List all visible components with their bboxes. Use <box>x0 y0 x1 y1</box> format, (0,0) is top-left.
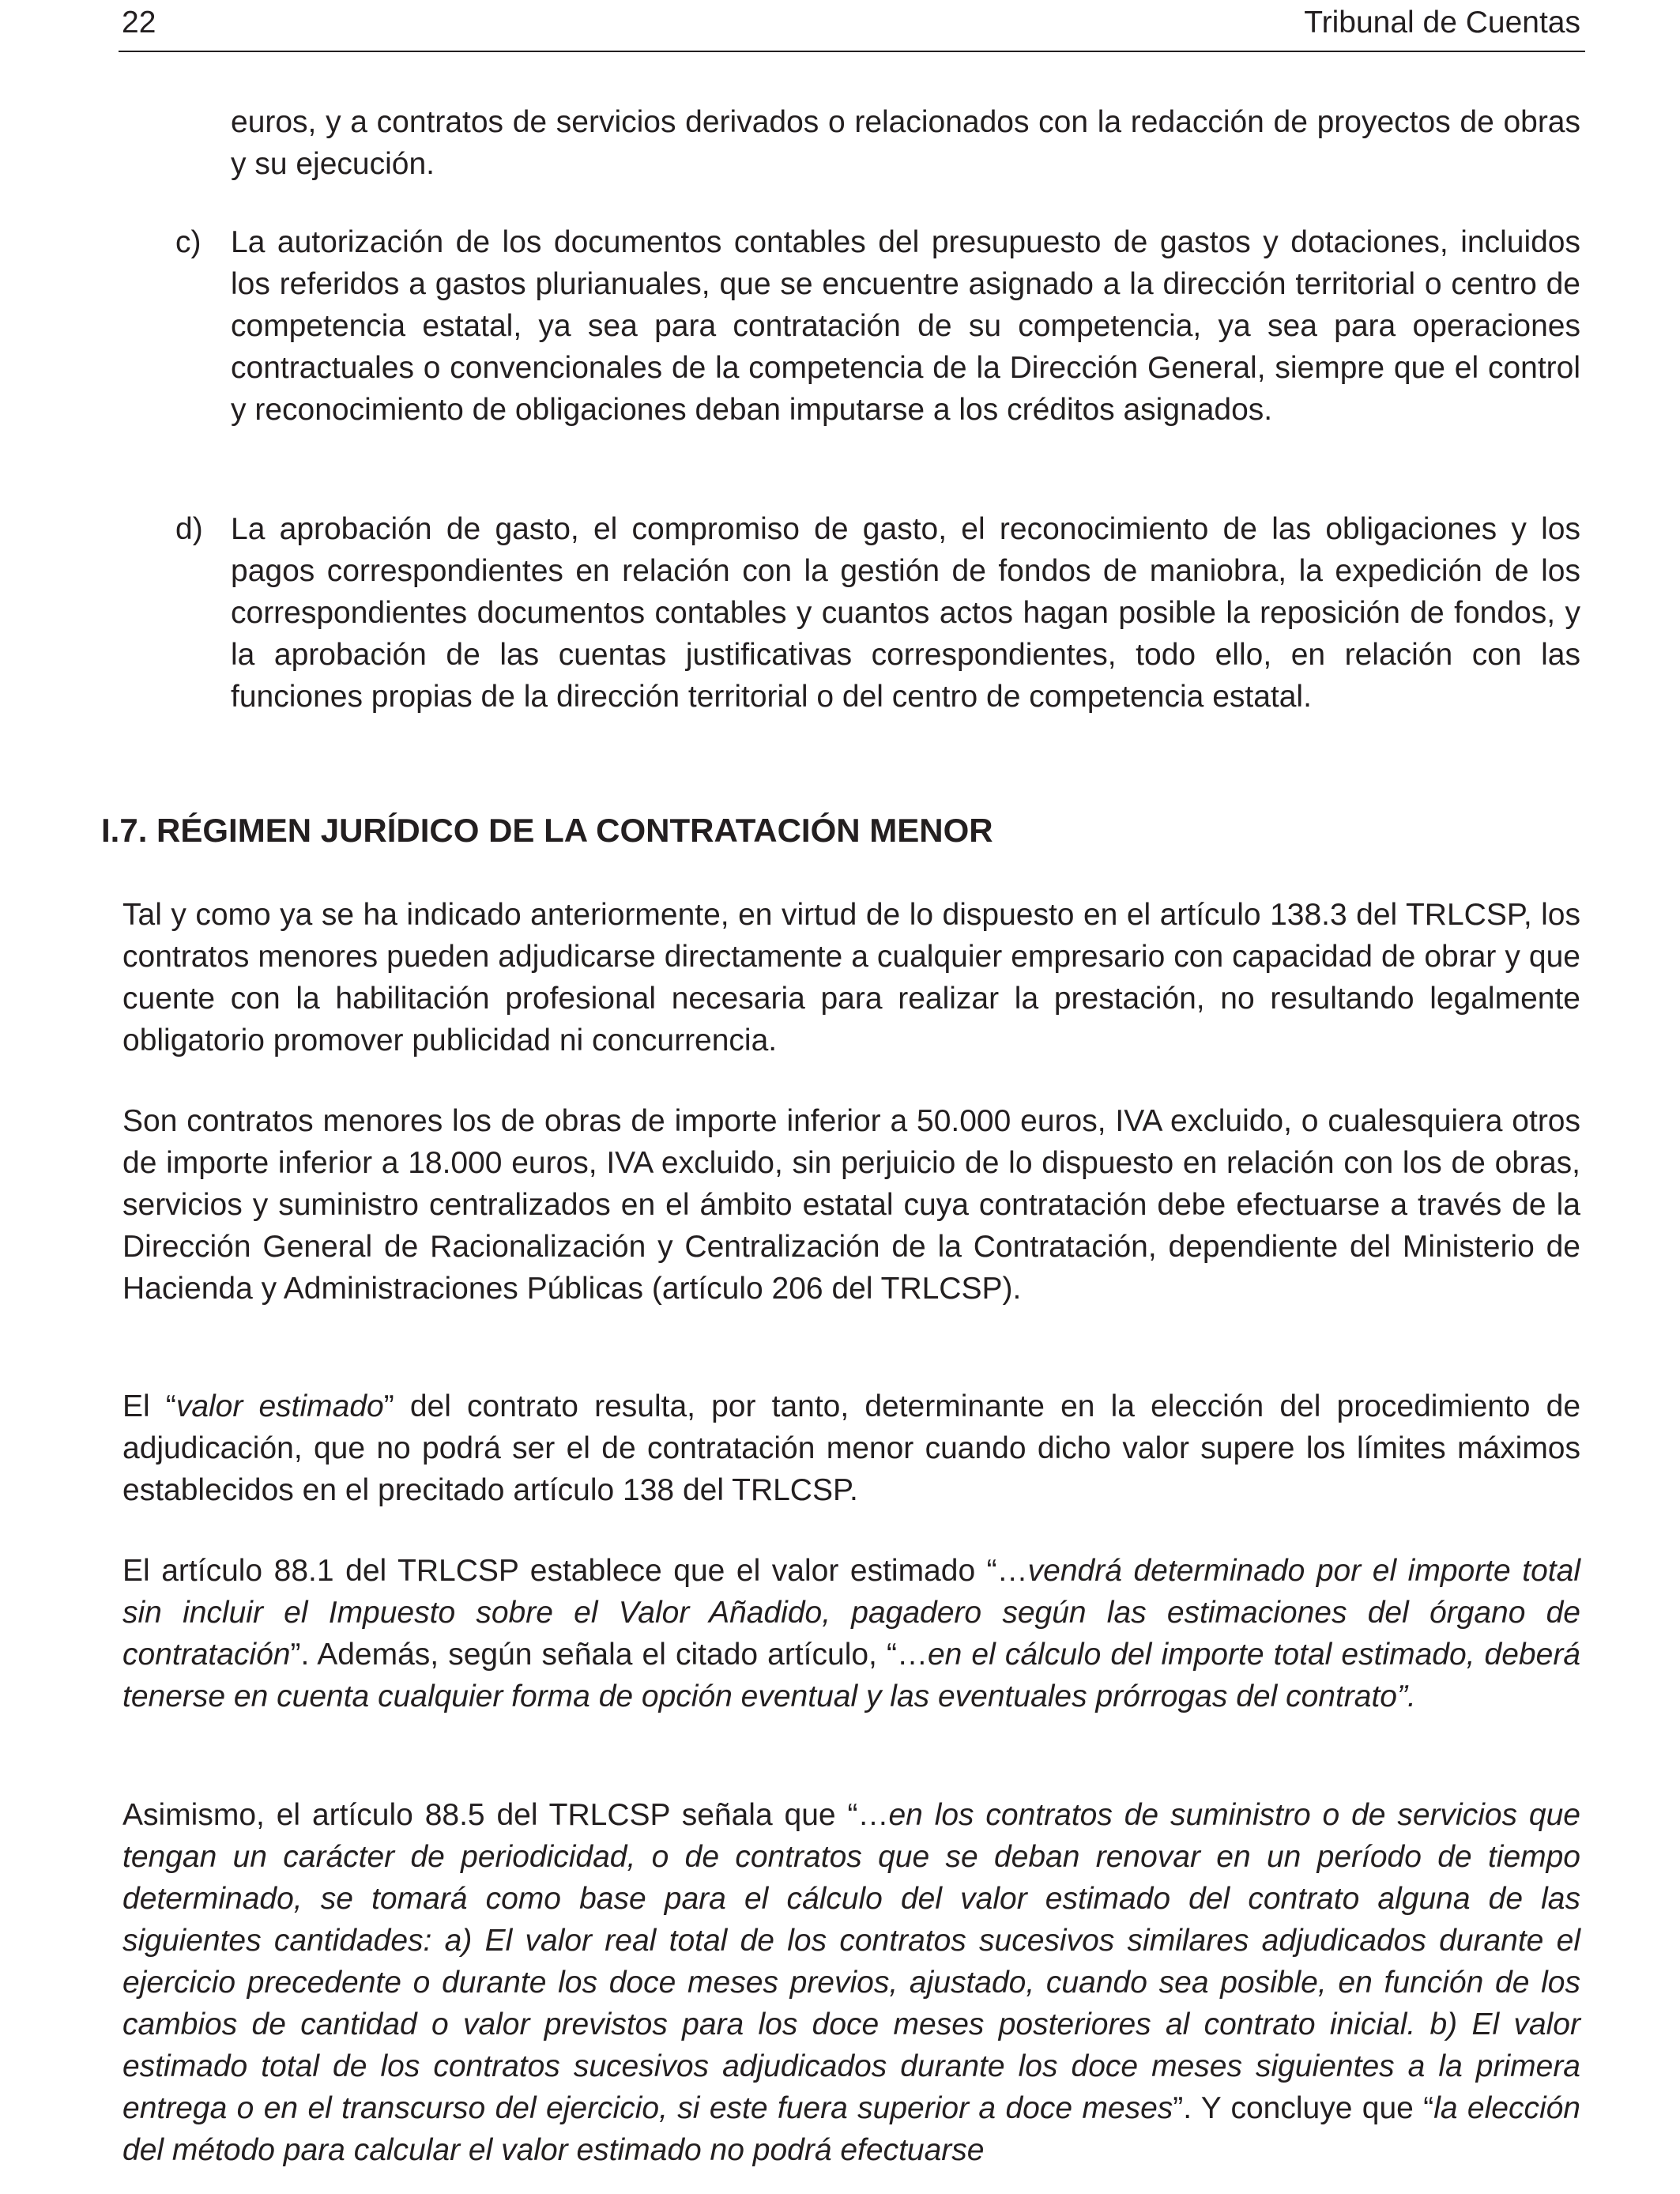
italic-quote: la elección del método para calcular el valor estimado no podrá efectuarse <box>122 2091 1581 2167</box>
list-marker: d) <box>175 512 203 546</box>
body-paragraph-5 <box>122 1794 1580 2171</box>
paragraph-text: ”. Además, según señala el citado artículo, “… <box>290 1638 928 1672</box>
continuation-paragraph: euros, y a contratos de servicios derivados o relacionados con la redacción de proyectos de obras y su ejecución. <box>231 105 1580 181</box>
page-header <box>119 0 1585 52</box>
paragraph-text: ” del contrato resulta, por tanto, determinante en la elección del procedimiento de adjudicación, que no podrá ser el de contratación menor cuando dicho valor supere los límites máximos establecidos en el precitado artículo 138 del TRLCSP. <box>122 1389 1581 1507</box>
italic-quote: vendrá determinado por el importe total sin incluir el Impuesto sobre el Valor Añadido, pagadero según las estimaciones del órgano de contratación <box>122 1554 1580 1672</box>
italic-quote: en los contratos de suministro o de servicios que tengan un carácter de periodicidad, o de contratos que se deban renovar en un período de tiempo determinado, se tomará como base para el cálculo del valor estimado del contrato alguna de las siguientes cantidades: a) El valor real total de los contratos sucesivos similares adjudicados durante el ejercicio precedente o durante los doce meses previos, ajustado, cuando sea posible, en función de los cambios de cantidad o valor previstos para los doce meses posteriores al contrato inicial. b) El valor estimado total de los contratos sucesivos adjudicados durante los doce meses siguientes a la primera entrega o en el transcurso del ejercicio, si este fuera superior a doce meses <box>122 1798 1580 2125</box>
paragraph-text: ”. Y concluye que “ <box>1173 2091 1434 2125</box>
italic-term: valor estimado <box>175 1389 384 1423</box>
italic-quote: en el cálculo del importe total estimado, deberá tenerse en cuenta cualquier forma de opción eventual y las eventuales prórrogas del contrato”. <box>122 1638 1580 1713</box>
list-marker: c) <box>175 225 202 259</box>
body-paragraph-4 <box>122 1550 1580 1717</box>
body-paragraph-3 <box>122 1385 1580 1511</box>
page-number: 22 <box>122 6 156 40</box>
list-item-text: La autorización de los documentos contables del presupuesto de gastos y dotaciones, incluidos los referidos a gastos plurianuales, que se encuentre asignado a la dirección territorial o centro de competencia estatal, ya sea para contratación de su competencia, ya sea para operaciones contractuales o convencionales de la competencia de la Dirección General, siempre que el control y reconocimiento de obligaciones deban imputarse a los créditos asignados. <box>231 225 1580 427</box>
paragraph-text: El artículo 88.1 del TRLCSP establece que el valor estimado “… <box>122 1554 1028 1588</box>
paragraph-text: Asimismo, el artículo 88.5 del TRLCSP señala que “… <box>122 1798 889 1832</box>
paragraph-text: El “ <box>122 1389 176 1423</box>
body-paragraph-2: Son contratos menores los de obras de importe inferior a 50.000 euros, IVA excluido, o cualesquiera otros de importe inferior a 18.000 euros, IVA excluido, sin perjuicio de lo dispuesto en relación con los de obras, servicios y suministro centralizados en el ámbito estatal cuya contratación debe efectuarse a través de la Dirección General de Racionalización y Centralización de la Contratación, dependiente del Ministerio de Hacienda y Administraciones Públicas (artículo 206 del TRLCSP). <box>122 1104 1580 1306</box>
running-title: Tribunal de Cuentas <box>1304 6 1580 40</box>
section-heading: I.7. RÉGIMEN JURÍDICO DE LA CONTRATACIÓN MENOR <box>101 812 993 849</box>
body-paragraph-1: Tal y como ya se ha indicado anteriormente, en virtud de lo dispuesto en el artículo 138.3 del TRLCSP, los contratos menores pueden adjudicarse directamente a cualquier empresario con capacidad de obrar y que cuente con la habilitación profesional necesaria para realizar la prestación, no resultando legalmente obligatorio promover publicidad ni concurrencia. <box>122 898 1580 1057</box>
list-item-text: La aprobación de gasto, el compromiso de gasto, el reconocimiento de las obligaciones y los pagos correspondientes en relación con la gestión de fondos de maniobra, la expedición de los correspondientes documentos contables y cuantos actos hagan posible la reposición de fondos, y la aprobación de las cuentas justificativas correspondientes, todo ello, en relación con las funciones propias de la dirección territorial o del centro de competencia estatal. <box>231 512 1580 714</box>
